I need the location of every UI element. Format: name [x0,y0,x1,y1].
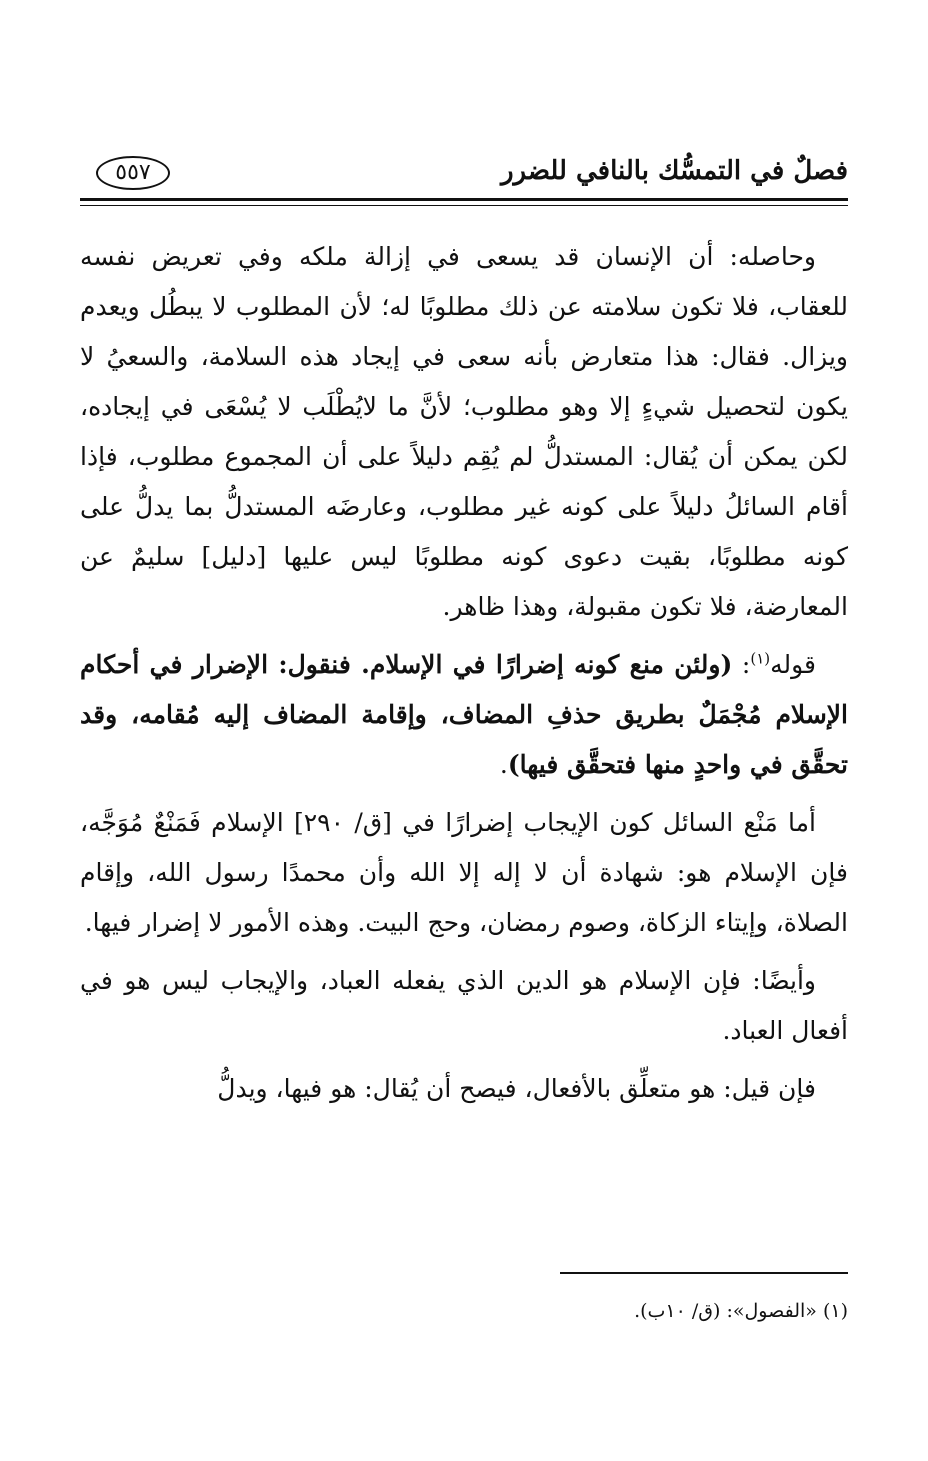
quoted-text: (ولئن منع كونه إضرارًا في الإسلام. فنقول: الإضرار في أحكام الإسلام مُجْمَلٌ بطريق حذفِ المضاف، وإقامة المضاف إليه مُقامه، وقد تحقَّق في واحدٍ منها فتحقَّق فيها) [80,650,848,779]
paragraph-3: أما مَنْع السائل كون الإيجاب إضرارًا في [ق/ ٢٩٠] الإسلام فَمَنْعٌ مُوَجَّه، فإن الإسلام هو: شهادة أن لا إله إلا الله وأن محمدًا رسول الله، وإقام الصلاة، وإيتاء الزكاة، وصوم رمضان، وحج البيت. وهذه الأمور لا إضرار فيها. [80,808,848,937]
main-text [80,232,848,1114]
running-title: فصلٌ في التمسُّك بالنافي للضرر [500,156,848,186]
page-number: ٥٥٧ [96,156,170,190]
paragraph-5: فإن قيل: هو متعلِّق بالأفعال، فيصح أن يُقال: هو فيها، ويدلُّ [217,1074,816,1103]
footnote: (١) «الفصول»: (ق/ ١٠ب). [634,1300,848,1322]
paragraph-2-end: . [499,750,508,779]
paragraph-2 [80,640,848,790]
paragraph-4: وأيضًا: فإن الإسلام هو الدين الذي يفعله العباد، والإيجاب ليس هو في أفعال العباد. [80,966,848,1045]
paragraph-2-colon: : [732,650,751,679]
paragraph-2-lead: قوله [770,650,816,679]
footnote-separator [560,1272,848,1274]
header-rule-thin [80,205,848,206]
footnote-ref: (١) [750,649,771,668]
page-header [80,150,848,198]
paragraph-1: وحاصله: أن الإنسان قد يسعى في إزالة ملكه وفي تعريض نفسه للعقاب، فلا تكون سلامته عن ذلك مطلوبًا له؛ لأن المطلوب لا يبطُل ويعدم ويزال. فقال: هذا متعارض بأنه سعى في إيجاد هذه السلامة، والسعيُ لا يكون لتحصيل شيءٍ إلا وهو مطلوب؛ لأنَّ ما لايُطْلَب لا يُسْعَى في إيجاده، لكن يمكن أن يُقال: المستدلُّ لم يُقِم دليلاً على أن المجموع مطلوب، فإذا أقام السائلُ دليلاً على كونه غير مطلوب، وعارضَه المستدلُّ بما يدلُّ على كونه مطلوبًا، بقيت دعوى كونه مطلوبًا ليس عليها [دليل] سليمٌ عن المعارضة، فلا تكون مقبولة، وهذا ظاهر. [80,242,848,621]
header-rule-thick [80,198,848,201]
